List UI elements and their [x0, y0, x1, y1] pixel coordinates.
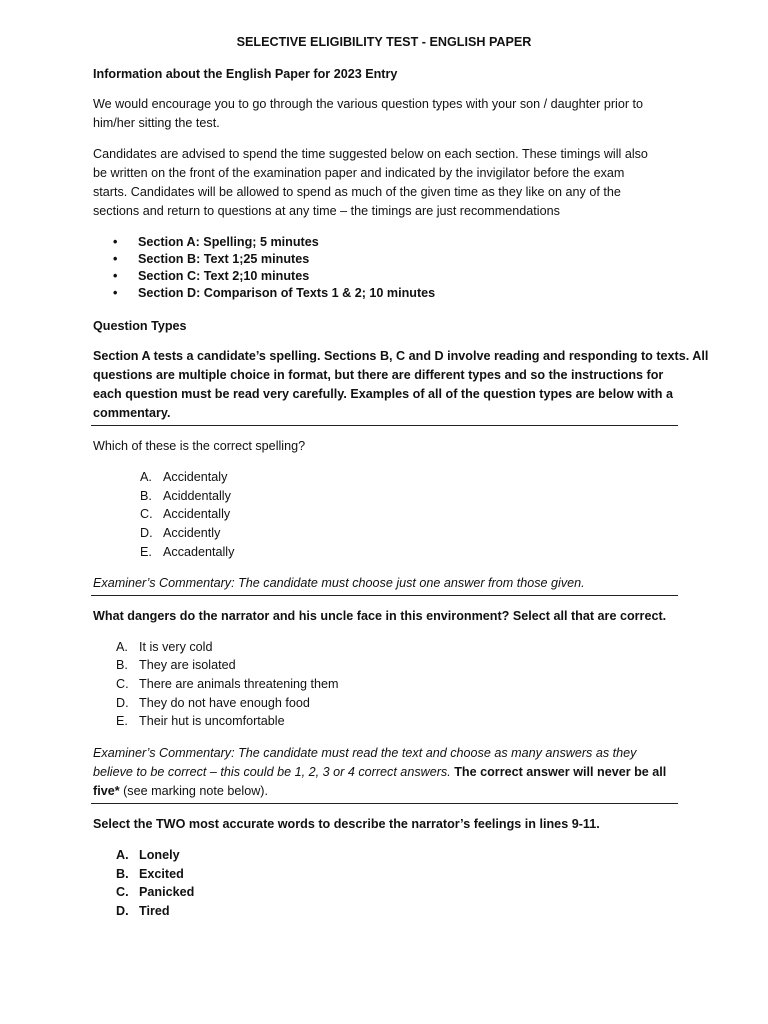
q3-option-letter: A.: [116, 848, 129, 862]
advice-line: starts. Candidates will be allowed to spend as much of the given time as they like on any of the: [93, 185, 621, 199]
q2-option-letter: A.: [116, 640, 128, 654]
q2-commentary-bold: The correct answer will never be all: [450, 765, 667, 779]
advice-line: sections and return to questions at any time – the timings are just recommendations: [93, 204, 560, 218]
q2-commentary-bold: five*: [93, 784, 120, 798]
q3-option-text: Lonely: [139, 848, 180, 862]
document-title: SELECTIVE ELIGIBILITY TEST - ENGLISH PAPER: [236, 35, 532, 49]
advice-line: be written on the front of the examination paper and indicated by the invigilator before the exam: [93, 166, 625, 180]
q2-commentary-note: (see marking note below).: [119, 784, 269, 798]
q2-commentary-line: Examiner’s Commentary: The candidate must read the text and choose as many answers as they: [93, 746, 637, 760]
q1-commentary: Examiner’s Commentary: The candidate must choose just one answer from those given.: [93, 576, 585, 590]
q3-option-text: Excited: [139, 867, 184, 881]
q1-option-letter: C.: [140, 507, 153, 521]
bullet-icon: •: [113, 269, 118, 283]
q2-commentary-italic: believe to be correct – this could be 1, 2, 3 or 4 correct answers.: [93, 765, 451, 779]
question-types-line: commentary.: [93, 406, 171, 420]
bullet-icon: •: [113, 252, 118, 266]
q3-option-text: Panicked: [139, 885, 195, 899]
question-types-line: Section A tests a candidate’s spelling. Sections B, C and D involve reading and responding to texts. All: [93, 349, 709, 363]
q1-option-text: Accadentally: [163, 545, 235, 559]
q2-option-text: There are animals threatening them: [139, 677, 339, 691]
section-divider: [91, 803, 678, 804]
q2-option-text: They do not have enough food: [139, 696, 310, 710]
q1-option-text: Accidentaly: [163, 470, 228, 484]
q1-option-letter: A.: [140, 470, 152, 484]
info-heading: Information about the English Paper for 2023 Entry: [93, 67, 398, 81]
q1-option-letter: B.: [140, 489, 152, 503]
question-types-line: questions are multiple choice in format, but there are different types and so the instructions for: [93, 368, 664, 382]
section-divider: [91, 595, 678, 596]
bullet-icon: •: [113, 235, 118, 249]
q3-question: Select the TWO most accurate words to describe the narrator’s feelings in lines 9-11.: [93, 817, 600, 831]
q3-option-letter: B.: [116, 867, 129, 881]
q3-option-letter: D.: [116, 904, 129, 918]
q2-commentary-line: [93, 763, 666, 782]
q2-option-letter: B.: [116, 658, 128, 672]
intro-line: We would encourage you to go through the various question types with your son / daughter prior to: [93, 97, 644, 111]
section-item: Section A: Spelling; 5 minutes: [138, 235, 319, 249]
bullet-icon: •: [113, 286, 118, 300]
q2-option-text: It is very cold: [139, 640, 213, 654]
q2-commentary-line: [93, 782, 268, 801]
q1-option-text: Aciddentally: [163, 489, 231, 503]
q3-option-text: Tired: [139, 904, 170, 918]
q1-option-letter: D.: [140, 526, 153, 540]
question-types-line: each question must be read very carefully. Examples of all of the question types are below with a: [93, 387, 673, 401]
q1-option-text: Accidently: [163, 526, 221, 540]
q2-question: What dangers do the narrator and his uncle face in this environment? Select all that are correct.: [93, 609, 667, 623]
q2-option-letter: E.: [116, 714, 128, 728]
q3-option-letter: C.: [116, 885, 129, 899]
q2-option-letter: D.: [116, 696, 129, 710]
q1-question: Which of these is the correct spelling?: [93, 439, 306, 453]
section-item: Section C: Text 2;10 minutes: [138, 269, 310, 283]
q1-option-text: Accidentally: [163, 507, 231, 521]
q2-option-letter: C.: [116, 677, 129, 691]
q2-option-text: Their hut is uncomfortable: [139, 714, 285, 728]
q2-option-text: They are isolated: [139, 658, 236, 672]
section-item: Section B: Text 1;25 minutes: [138, 252, 310, 266]
question-types-heading: Question Types: [93, 319, 187, 333]
q1-option-letter: E.: [140, 545, 152, 559]
advice-line: Candidates are advised to spend the time suggested below on each section. These timings will also: [93, 147, 648, 161]
intro-line: him/her sitting the test.: [93, 116, 220, 130]
section-item: Section D: Comparison of Texts 1 & 2; 10 minutes: [138, 286, 436, 300]
section-divider: [91, 425, 678, 426]
